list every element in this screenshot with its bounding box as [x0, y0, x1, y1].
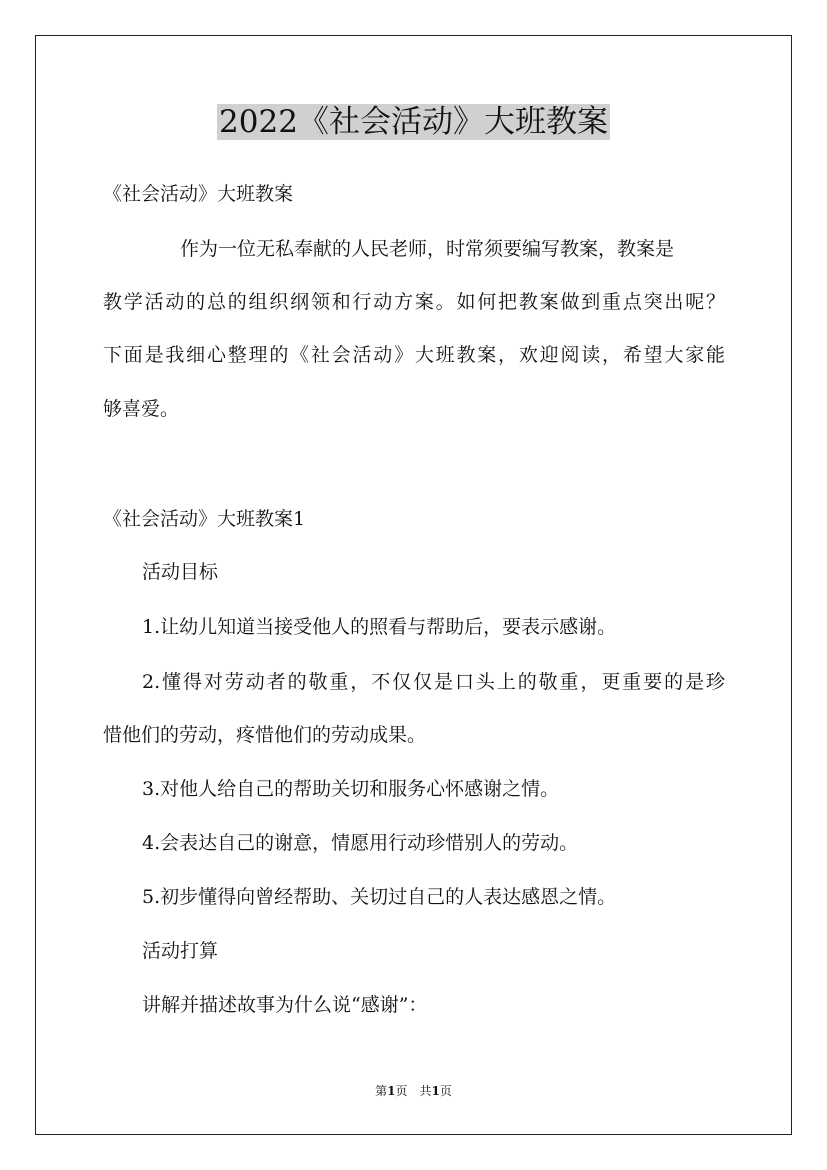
goal-item-1: 1.让幼儿知道当接受他人的照看与帮助后，要表示感谢。	[142, 616, 617, 638]
prep-heading: 活动打算	[142, 940, 219, 962]
document-title-text: 2022《社会活动》大班教案	[219, 104, 608, 140]
document-subtitle: 《社会活动》大班教案	[103, 183, 294, 205]
footer-suffix: 页	[439, 1084, 452, 1098]
intro-line-1: 作为一位无私奉献的人民老师，时常须要编写教案，教案是	[180, 238, 675, 260]
prep-item-1: 讲解并描述故事为什么说“感谢”：	[142, 994, 428, 1016]
footer-mid: 页 共	[395, 1084, 432, 1098]
intro-line-4: 够喜爱。	[103, 398, 180, 420]
goal-item-3: 3.对他人给自己的帮助关切和服务心怀感谢之情。	[142, 778, 560, 800]
footer-prefix: 第	[375, 1084, 388, 1098]
intro-line-3: 下面是我细心整理的《社会活动》大班教案，欢迎阅读，希望大家能	[103, 344, 725, 366]
goal-item-2-line-2: 惜他们的劳动，疼惜他们的劳动成果。	[103, 724, 427, 746]
goal-item-5: 5.初步懂得向曾经帮助、关切过自己的人表达感恩之情。	[142, 886, 617, 908]
goal-item-2-line-1: 2.懂得对劳动者的敬重，不仅仅是口头上的敬重，更重要的是珍	[142, 671, 725, 693]
goals-heading: 活动目标	[142, 561, 219, 583]
goal-item-4: 4.会表达自己的谢意，情愿用行动珍惜别人的劳动。	[142, 832, 579, 854]
page-footer	[0, 1083, 827, 1099]
footer-page-total: 1	[431, 1084, 440, 1098]
footer-page-number: 1	[387, 1084, 396, 1098]
section-heading: 《社会活动》大班教案1	[103, 508, 306, 530]
intro-line-2: 教学活动的总的组织纲领和行动方案。如何把教案做到重点突出呢？	[103, 291, 725, 313]
document-title	[0, 100, 827, 144]
